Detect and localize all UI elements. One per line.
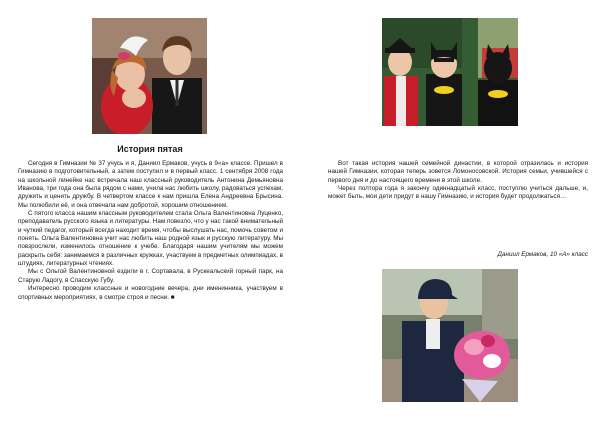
story-title: История пятая <box>117 144 183 154</box>
photo-children-halloween <box>382 18 518 126</box>
story-text-right <box>328 160 588 202</box>
right-page <box>300 0 600 424</box>
paragraph: С пятого класса нашим классным руководителем стала Ольга Валентиновна Луценко, преподаватель русского языка и литературы. Нам повезло, что у нас такой внимательный и чуткий педагог, который всегда находит время, чтобы выслушать нас, помочь советом и понять. Ольга Валентиновна учит нас любить наш родной язык и русскую литературу. Мы повзрослели, изменилось отношение к учебе. Благодаря нашим учителям мы можем раскрыть себя: занимаемся в различных кружках, участвуем в предметных олимпиадах, в штудиях, литературных чтениях. <box>18 210 283 268</box>
paragraph: Через полтора года я закончу одиннадцатый класс, поступлю учиться дальше, и, может быть, мои дети придут в нашу Гимназию, и история будет продолжаться… <box>328 185 588 201</box>
paragraph: Мы с Ольгой Валентиновной ездили в г. Сортавала, в Рускеальский горный парк, на Старую Ладогу, в Спасскую Губу. <box>18 268 283 284</box>
photo-boy-with-flowers <box>382 269 518 402</box>
photo-children-costume-party <box>92 18 207 134</box>
story-text-left <box>18 160 283 302</box>
paragraph: Интересно проводим классные и новогодние вечера, дни именинника, участвуем в спортивных мероприятиях, в смотре строя и песни. ■ <box>18 285 283 301</box>
paragraph: Сегодня в Гимназии № 37 учусь и я, Даниил Ермаков, учусь в 9«а» классе. Пришел в Гимназию в подготовительный, а затем поступил и в первый класс. 1 сентября 2008 года на школьной линейке нас встречала наш классный руководитель Антонина Демьяновна Иванова, три года она была рядом с нами, учила нас любить школу, радоваться успехам, дружить и ценить дружбу. В четвертом классе к нам пришла Елена Андреевна Брысина. Мы полюбили её, и она отвечала нам добротой, хорошим отношением. <box>18 160 283 209</box>
paragraph: Вот такая история нашей семейной династии, в которой отразилась и история нашей Гимназии, которая теперь зовется Ломоносовской. История семьи, учившейся с первого дня и до настоящего времени в этой школе. <box>328 160 588 184</box>
signature: Даниил Ермаков, 10 «А» класс <box>497 251 588 258</box>
